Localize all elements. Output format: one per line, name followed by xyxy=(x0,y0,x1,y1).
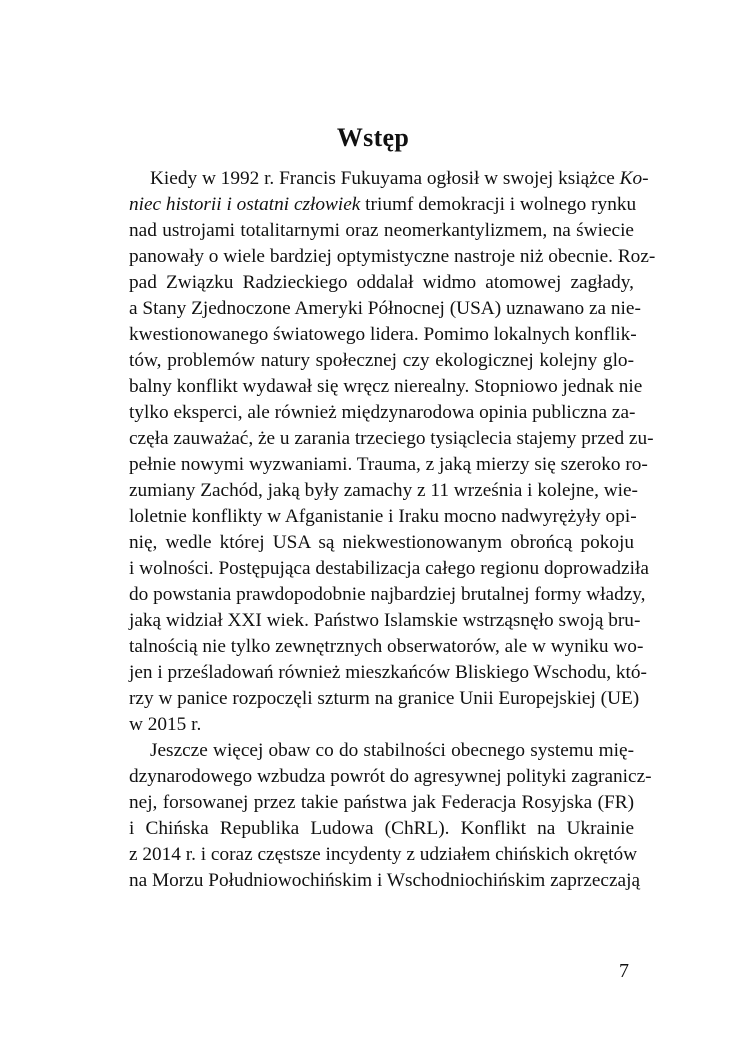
text-line xyxy=(129,244,656,270)
text-line xyxy=(129,816,634,842)
text-line xyxy=(129,790,634,816)
text-line xyxy=(129,400,634,426)
text-run: z 2014 r. i coraz częstsze incydenty z udziałem chińskich okrętów xyxy=(129,844,638,865)
text-line xyxy=(129,660,647,686)
text-line xyxy=(129,192,637,218)
text-run: na Morzu Południowochińskim i Wschodniochińskim zaprzeczają xyxy=(129,870,641,891)
text-run: rzy w panice rozpoczęli szturm na granice Unii Europejskiej (UE) xyxy=(129,688,640,709)
text-line xyxy=(129,452,648,478)
italic-book-title: niec historii i ostatni człowiek xyxy=(129,194,361,215)
page-number: 7 xyxy=(619,960,629,982)
body-text xyxy=(129,166,656,894)
text-run: kwestionowanego światowego lidera. Pomimo lokalnych konflik- xyxy=(129,324,637,345)
chapter-title: Wstęp xyxy=(336,123,410,152)
text-line xyxy=(129,582,646,608)
text-run: do powstania prawdopodobnie najbardziej brutalnej formy władzy, xyxy=(129,584,646,605)
text-run: triumf demokracji i wolnego rynku xyxy=(360,194,637,215)
text-line xyxy=(129,504,637,530)
text-run: jaką widział XXI wiek. Państwo Islamskie wstrząsnęło swoją bru- xyxy=(129,610,641,631)
text-run: pad Związku Radzieckiego oddalał widmo atomowej zagłady, xyxy=(129,272,634,293)
paragraph xyxy=(129,166,656,738)
text-run: balny konflikt wydawał się wręcz nierealny. Stopniowo jednak nie xyxy=(129,376,643,397)
text-line xyxy=(129,842,638,868)
text-run: częła zauważać, że u zarania trzeciego tysiąclecia stajemy przed zu- xyxy=(129,428,654,449)
text-line xyxy=(129,374,643,400)
text-line xyxy=(129,322,637,348)
text-line xyxy=(129,478,638,504)
text-run: Jeszcze więcej obaw co do stabilności obecnego systemu mię- xyxy=(150,740,634,761)
text-run: panowały o wiele bardziej optymistyczne nastroje niż obecnie. Roz- xyxy=(129,246,656,267)
text-line xyxy=(129,530,634,556)
text-line xyxy=(129,166,649,192)
text-line xyxy=(129,634,644,660)
text-line xyxy=(129,608,641,634)
text-line xyxy=(129,270,634,296)
text-line xyxy=(129,686,640,712)
text-run: nej, forsowanej przez takie państwa jak Federacja Rosyjska (FR) xyxy=(129,792,634,813)
text-line xyxy=(129,556,649,582)
text-run: talnością nie tylko zewnętrznych obserwatorów, ale w wyniku wo- xyxy=(129,636,644,657)
text-run: tylko eksperci, ale również międzynarodowa opinia publiczna za- xyxy=(129,402,636,423)
text-run: w 2015 r. xyxy=(129,714,202,735)
text-run: nad ustrojami totalitarnymi oraz neomerkantylizmem, na świecie xyxy=(129,220,634,241)
paragraph xyxy=(129,738,652,894)
text-line xyxy=(129,738,634,764)
text-run: Kiedy w 1992 r. Francis Fukuyama ogłosił w swojej książce xyxy=(150,168,620,189)
text-run: i Chińska Republika Ludowa (ChRL). Konflikt na Ukrainie xyxy=(129,818,634,839)
text-line xyxy=(129,218,634,244)
text-line xyxy=(129,296,641,322)
text-run: i wolności. Postępująca destabilizacja całego regionu doprowadziła xyxy=(129,558,649,579)
text-run: jen i prześladowań również mieszkańców Bliskiego Wschodu, któ- xyxy=(129,662,647,683)
text-line xyxy=(129,712,634,738)
text-line xyxy=(129,868,641,894)
text-run: pełnie nowymi wyzwaniami. Trauma, z jaką mierzy się szeroko ro- xyxy=(129,454,648,475)
text-run: a Stany Zjednoczone Ameryki Północnej (USA) uznawano za nie- xyxy=(129,298,641,319)
text-run: nię, wedle której USA są niekwestionowanym obrońcą pokoju xyxy=(129,532,634,553)
text-line xyxy=(129,426,654,452)
text-line xyxy=(129,764,652,790)
text-run: dzynarodowego wzbudza powrót do agresywnej polityki zagranicz- xyxy=(129,766,652,787)
text-run: zumiany Zachód, jaką były zamachy z 11 września i kolejne, wie- xyxy=(129,480,638,501)
text-run: loletnie konflikty w Afganistanie i Iraku mocno nadwyrężyły opi- xyxy=(129,506,637,527)
italic-book-title: Ko- xyxy=(619,168,649,189)
text-run: tów, problemów natury społecznej czy ekologicznej kolejny glo- xyxy=(129,350,634,371)
text-line xyxy=(129,348,634,374)
